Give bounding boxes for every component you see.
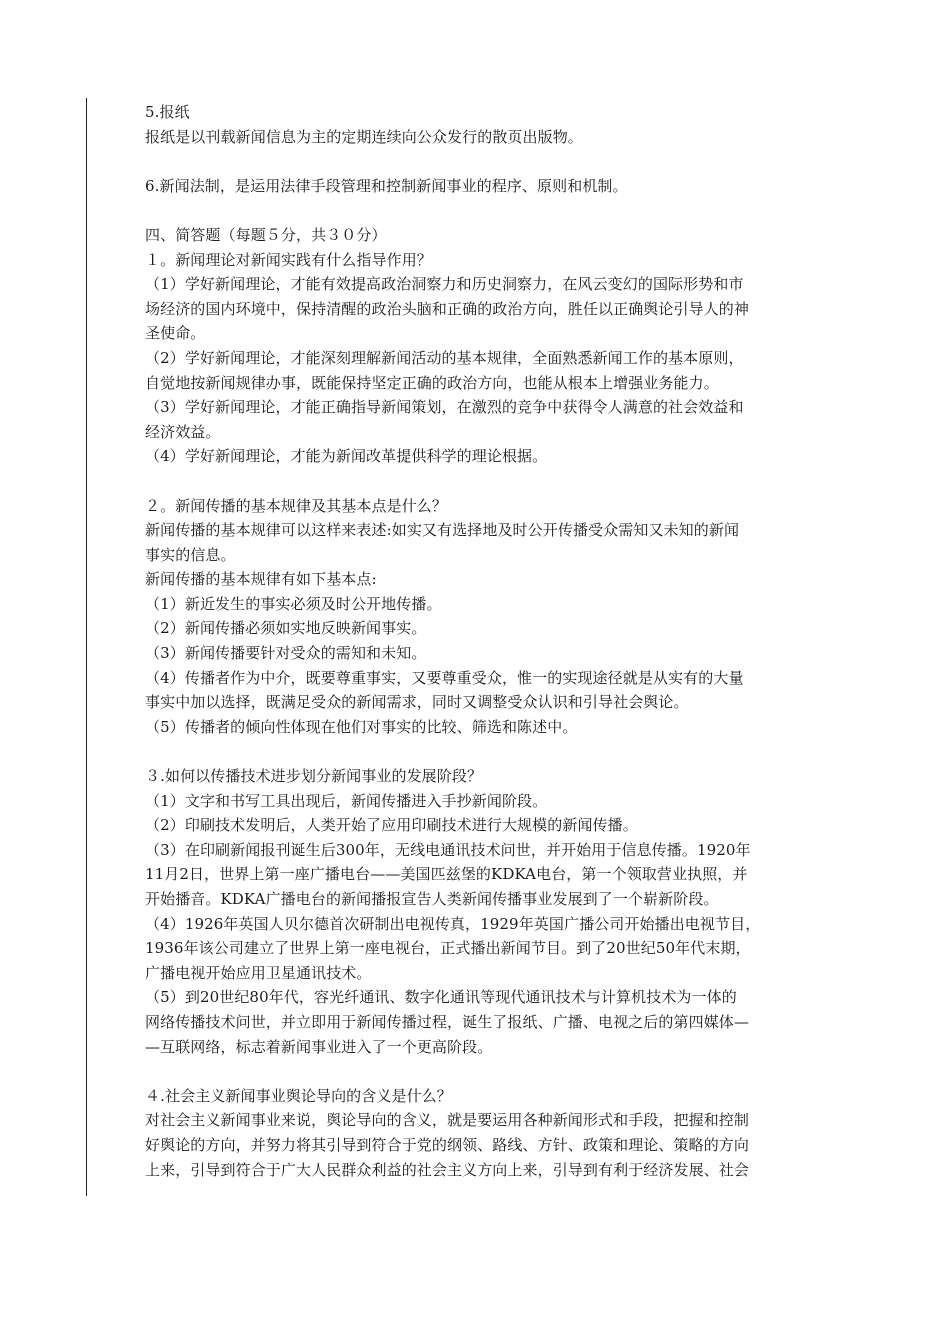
text-line: 事实的信息。 [145, 545, 236, 564]
text-line: 好舆论的方向，并努力将其引导到符合于党的纲领、路线、方针、政策和理论、策略的方向 [145, 1135, 750, 1154]
text-line: 5.报纸 [145, 103, 190, 121]
text-line: ３.如何以传播技术进步划分新闻事业的发展阶段？ [145, 767, 483, 786]
text-line: 经济效益。 [145, 422, 221, 441]
text-line: 6.新闻法制，是运用法律手段管理和控制新闻事业的程序、原则和机制。 [145, 176, 628, 195]
paragraph-gap [145, 198, 825, 223]
text-line: 开始播音。KDKA广播电台的新闻播报宣告人类新闻传播事业发展到了一个崭新阶段。 [145, 890, 719, 908]
text-line: （5）传播者的倾向性体现在他们对事实的比较、筛选和陈述中。 [145, 717, 578, 736]
text-line: 场经济的国内环境中，保持清醒的政治头脑和正确的政治方向，胜任以正确舆论引导人的神 [145, 299, 750, 318]
text-line: １。新闻理论对新闻实践有什么指导作用？ [145, 250, 432, 269]
text-line: 上来，引导到符合于广大人民群众利益的社会主义方向上来，引导到有利于经济发展、社会 [145, 1160, 750, 1179]
section-definition-press-law [145, 174, 825, 199]
text-line: 广播电视开始应用卫星通讯技术。 [145, 963, 372, 982]
paragraph-gap [145, 1059, 825, 1084]
text-line: 新闻传播的基本规律可以这样来表述:如实又有选择地及时公开传播受众需知又未知的新闻 [145, 521, 740, 540]
section-question-1 [145, 223, 825, 469]
text-line: （1）新近发生的事实必须及时公开地传播。 [145, 594, 442, 613]
text-line: （3）在印刷新闻报刊诞生后300年，无线电通讯技术问世，并开始用于信息传播。1920年 [145, 840, 751, 859]
section-question-2 [145, 494, 825, 740]
text-line: （2）学好新闻理论，才能深刻理解新闻活动的基本规律，全面熟悉新闻工作的基本原则， [145, 348, 744, 367]
text-line: 报纸是以刊载新闻信息为主的定期连续向公众发行的散页出版物。 [145, 127, 583, 146]
text-line: 圣使命。 [145, 324, 206, 343]
text-line: 对社会主义新闻事业来说，舆论导向的含义，就是要运用各种新闻形式和手段，把握和控制 [145, 1111, 750, 1130]
text-line: 新闻传播的基本规律有如下基本点: [145, 570, 377, 589]
section-question-4 [145, 1084, 825, 1182]
text-line: （5）到20世纪80年代，容光纤通讯、数字化通讯等现代通讯技术与计算机技术为一体的 [145, 988, 737, 1007]
paragraph-gap [145, 739, 825, 764]
text-line: （1）文字和书写工具出现后，新闻传播进入手抄新闻阶段。 [145, 791, 548, 810]
section-question-3 [145, 764, 825, 1059]
text-line: （4）学好新闻理论，才能为新闻改革提供科学的理论根据。 [145, 447, 548, 466]
section-definition-newspaper [145, 100, 825, 149]
text-line: （1）学好新闻理论，才能有效提高政治洞察力和历史洞察力，在风云变幻的国际形势和市 [145, 275, 744, 294]
text-line: （4）传播者作为中介，既要尊重事实，又要尊重受众，惟一的实现途径就是从实有的大量 [145, 668, 744, 687]
text-line: 四、简答题（每题５分，共３０分） [145, 225, 387, 244]
text-line: （4）1926年英国人贝尔德首次研制出电视传真，1929年英国广播公司开始播出电视节目， [145, 914, 761, 933]
paragraph-gap [145, 469, 825, 494]
text-line: 事实中加以选择，既满足受众的新闻需求，同时又调整受众认识和引导社会舆论。 [145, 693, 689, 712]
paragraph-gap [145, 149, 825, 174]
text-line: （2）新闻传播必须如实地反映新闻事实。 [145, 619, 427, 638]
text-line: （3）新闻传播要针对受众的需知和未知。 [145, 644, 427, 663]
text-line: 1936年该公司建立了世界上第一座电视台，正式播出新闻节目。到了20世纪50年代末期， [145, 939, 751, 958]
text-line: 网络传播技术问世，并立即用于新闻传播过程，诞生了报纸、广播、电视之后的第四媒体— [145, 1012, 750, 1031]
text-line: （3）学好新闻理论，才能正确指导新闻策划，在激烈的竞争中获得令人满意的社会效益和 [145, 398, 744, 417]
text-line: 11月2日，世界上第一座广播电台——美国匹兹堡的KDKA电台，第一个领取营业执照，并 [145, 865, 748, 884]
document-body [145, 100, 825, 1182]
text-line: —互联网络，标志着新闻事业进入了一个更高阶段。 [145, 1037, 493, 1056]
text-line: 自觉地按新闻规律办事，既能保持坚定正确的政治方向，也能从根本上增强业务能力。 [145, 373, 719, 392]
text-line: ４.社会主义新闻事业舆论导向的含义是什么？ [145, 1086, 452, 1105]
left-margin-rule [86, 98, 87, 1196]
text-line: ２。新闻传播的基本规律及其基本点是什么？ [145, 496, 448, 515]
text-line: （2）印刷技术发明后，人类开始了应用印刷技术进行大规模的新闻传播。 [145, 816, 638, 835]
